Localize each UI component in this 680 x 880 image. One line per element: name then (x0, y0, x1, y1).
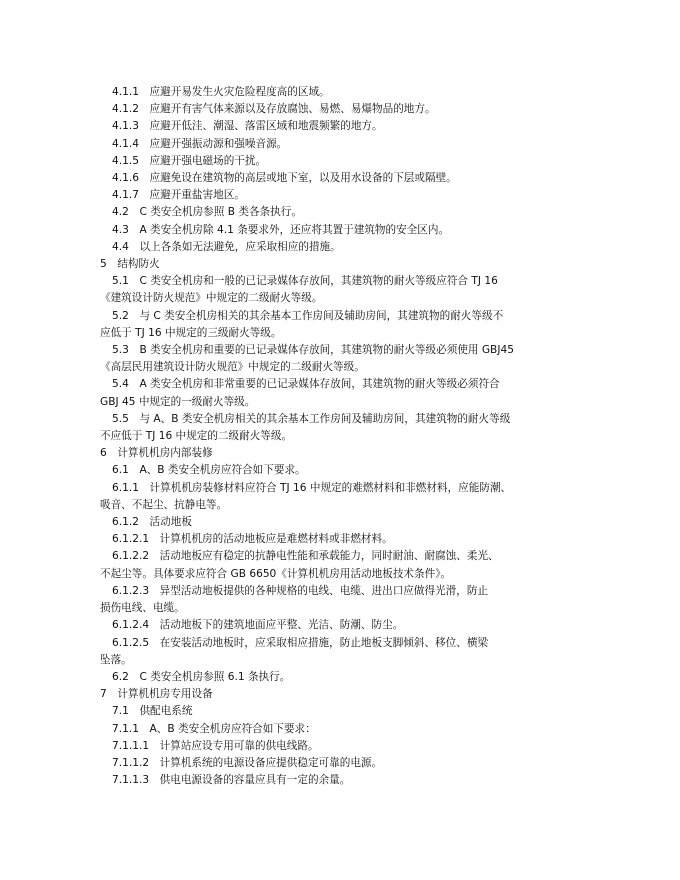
text-line: 5.4 A 类安全机房和非常重要的已记录媒体存放间，其建筑物的耐火等级必须符合 (112, 378, 500, 391)
text-line: 4.2 C 类安全机房参照 B 类各条执行。 (112, 206, 302, 219)
text-line: 4.3 A 类安全机房除 4.1 条要求外，还应将其置于建筑物的安全区内。 (112, 223, 450, 236)
text-line: 损伤电线、电缆。 (100, 602, 185, 615)
text-line: 4.4 以上各条如无法避免，应采取相应的措施。 (112, 240, 341, 253)
text-line: 7.1.1.2 计算机系统的电源设备应提供稳定可靠的电源。 (112, 756, 383, 769)
text-line: 4.1.3 应避开低洼、潮湿、落雷区域和地震频繁的地方。 (112, 120, 383, 133)
text-line: 6.1.2.1 计算机机房的活动地板应是难燃材料或非燃材料。 (112, 533, 393, 546)
text-line: 4.1.2 应避开有害气体来源以及存放腐蚀、易燃、易爆物品的地方。 (112, 103, 436, 116)
text-line: 4.1.1 应避开易发生火灾危险程度高的区域。 (112, 86, 330, 98)
text-line: 5.2 与 C 类安全机房相关的其余基本工作房间及辅助房间，其建筑物的耐火等级不 (112, 309, 504, 322)
text-line: 7.1.1.3 供电电源设备的容量应具有一定的余量。 (112, 774, 351, 787)
text-line: 7.1.1 A、B 类安全机房应符合如下要求： (112, 722, 316, 735)
text-line: 4.1.6 应避免设在建筑物的高层或地下室，以及用水设备的下层或隔壁。 (112, 172, 457, 185)
text-line: 7.1.1.1 计算站应设专用可靠的供电线路。 (112, 739, 319, 752)
document-body (100, 84, 560, 789)
text-line: 6.2 C 类安全机房参照 6.1 条执行。 (112, 670, 291, 683)
text-line: 5.3 B 类安全机房和重要的已记录媒体存放间，其建筑物的耐火等级必须使用 GBJ45 (112, 344, 514, 357)
text-line: 6.1.2.3 异型活动地板提供的各种规格的电线、电缆、进出口应做得光滑，防止 (112, 584, 489, 597)
text-line: 应低于 TJ 16 中规定的三级耐火等级。 (100, 326, 282, 339)
text-line: 《高层民用建筑设计防火规范》中规定的二级耐火等级。 (100, 361, 365, 374)
text-line: 6 计算机机房内部装修 (100, 447, 213, 460)
text-line: 4.1.5 应避开强电磁场的干扰。 (112, 154, 267, 167)
text-line: 6.1.2 活动地板 (112, 516, 192, 529)
text-line: 不起尘等。具体要求应符合 GB 6650《计算机机房用活动地板技术条件》。 (100, 567, 452, 580)
text-line: 6.1.2.5 在安装活动地板时，应采取相应措施，防止地板支脚倾斜、移位、横梁 (112, 636, 489, 649)
text-line: 6.1 A、B 类安全机房应符合如下要求。 (112, 464, 306, 477)
text-line: 不应低于 TJ 16 中规定的二级耐火等级。 (100, 430, 293, 443)
text-line: 4.1.4 应避开强振动源和强噪音源。 (112, 137, 288, 150)
text-line: 《建筑设计防火规范》中规定的二级耐火等级。 (100, 292, 323, 305)
text-line: 7.1 供配电系统 (112, 705, 193, 718)
text-line: 吸音、不起尘、抗静电等。 (100, 498, 228, 511)
text-line: 6.1.1 计算机机房装修材料应符合 TJ 16 中规定的难燃材料和非燃材料，应能防潮、 (112, 481, 512, 494)
text-line: 5.1 C 类安全机房和一般的已记录媒体存放间，其建筑物的耐火等级应符合 TJ 16 (112, 275, 498, 288)
text-line: 4.1.7 应避开重盐害地区。 (112, 189, 245, 202)
text-line: 坠落。 (100, 653, 132, 666)
text-line: 5.5 与 A、B 类安全机房相关的其余基本工作房间及辅助房间，其建筑物的耐火等级 (112, 412, 511, 425)
text-line: 5 结构防火 (100, 258, 160, 271)
text-line: GBJ 45 中规定的一级耐火等级。 (100, 395, 256, 408)
text-line: 6.1.2.2 活动地板应有稳定的抗静电性能和承载能力，同时耐油、耐腐蚀、柔光、 (112, 550, 499, 563)
text-line: 6.1.2.4 活动地板下的建筑地面应平整、光洁、防潮、防尘。 (112, 619, 404, 632)
text-line: 7 计算机机房专用设备 (100, 688, 213, 701)
